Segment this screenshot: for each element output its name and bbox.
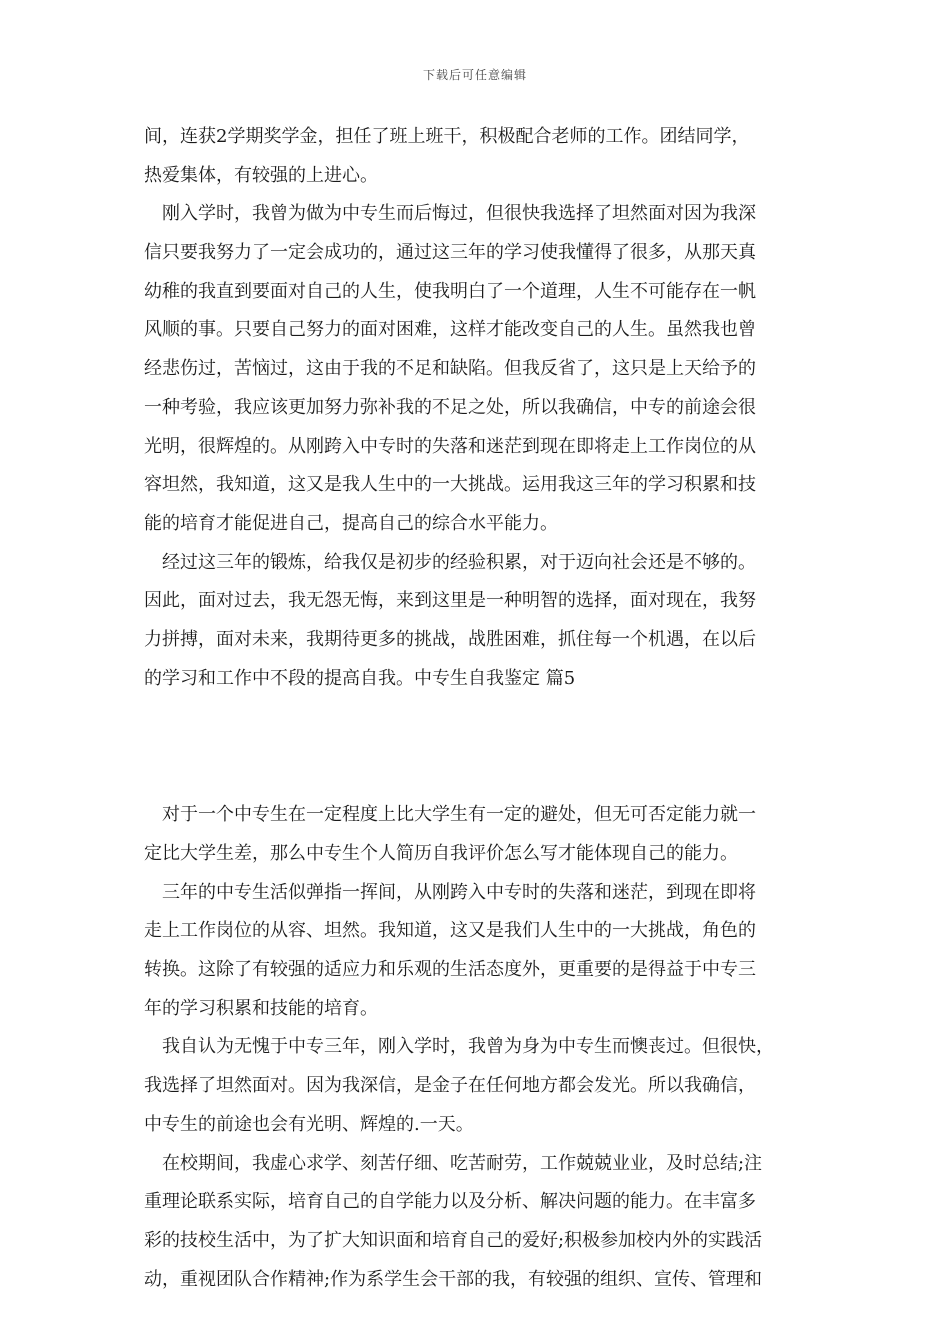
text-line: 动，重视团队合作精神;作为系学生会干部的我，有较强的组织、宣传、管理和	[144, 1268, 763, 1290]
text-line: 重理论联系实际，培育自己的自学能力以及分析、解决问题的能力。在丰富多	[144, 1191, 756, 1213]
text-line: 热爱集体，有较强的上进心。	[144, 164, 378, 186]
text-line: 转换。这除了有较强的适应力和乐观的生活态度外，更重要的是得益于中专三	[144, 959, 756, 981]
text-line: 走上工作岗位的从容、坦然。我知道，这又是我们人生中的一大挑战，角色的	[144, 920, 756, 942]
text-line: 对于一个中专生在一定程度上比大学生有一定的避处，但无可否定能力就一	[144, 804, 756, 826]
paragraph-6	[144, 1028, 809, 1144]
paragraph-5	[144, 874, 809, 1029]
paragraph-3	[144, 544, 809, 699]
text-line: 能的培育才能促进自己，提高自己的综合水平能力。	[144, 512, 558, 534]
paragraph-7	[144, 1145, 809, 1300]
text-line: 刚入学时，我曾为做为中专生而后悔过，但很快我选择了坦然面对因为我深	[144, 203, 756, 225]
text-line: 间，连获2学期奖学金，担任了班上班干，积极配合老师的工作。团结同学，	[144, 126, 750, 147]
text-line: 在校期间，我虚心求学、刻苦仔细、吃苦耐劳，工作兢兢业业，及时总结;注	[144, 1152, 763, 1174]
document-body	[144, 118, 809, 1299]
text-line: 中专生的前途也会有光明、辉煌的.一天。	[144, 1113, 474, 1135]
text-line: 光明，很辉煌的。从刚跨入中专时的失落和迷茫到现在即将走上工作岗位的从	[144, 435, 756, 457]
paragraph-4	[144, 796, 809, 873]
page-header: 下载后可任意编辑	[422, 68, 527, 82]
text-line: 经过这三年的锻炼，给我仅是初步的经验积累，对于迈向社会还是不够的。	[144, 551, 756, 573]
text-line: 我自认为无愧于中专三年，刚入学时，我曾为身为中专生而懊丧过。但很快，	[144, 1036, 774, 1058]
text-line: 信只要我努力了一定会成功的，通过这三年的学习使我懂得了很多，从那天真	[144, 242, 756, 264]
text-line: 力拼搏，面对未来，我期待更多的挑战，战胜困难，抓住每一个机遇，在以后	[144, 628, 756, 650]
section-gap	[144, 698, 809, 796]
text-line: 容坦然，我知道，这又是我人生中的一大挑战。运用我这三年的学习积累和技	[144, 474, 756, 496]
text-line: 一种考验，我应该更加努力弥补我的不足之处，所以我确信，中专的前途会很	[144, 396, 756, 418]
paragraph-1	[144, 118, 809, 195]
text-line: 三年的中专生活似弹指一挥间，从刚跨入中专时的失落和迷茫，到现在即将	[144, 881, 756, 903]
text-line: 定比大学生差，那么中专生个人简历自我评价怎么写才能体现自己的能力。	[144, 843, 738, 864]
text-line: 彩的技校生活中，为了扩大知识面和培育自己的爱好;积极参加校内外的实践活	[144, 1229, 763, 1251]
text-line: 年的学习积累和技能的培育。	[144, 997, 378, 1019]
text-line: 因此，面对过去，我无怨无悔，来到这里是一种明智的选择，面对现在，我努	[144, 590, 756, 612]
paragraph-2	[144, 195, 809, 543]
text-line: 我选择了坦然面对。因为我深信，是金子在任何地方都会发光。所以我确信，	[144, 1075, 756, 1097]
text-line: 幼稚的我直到要面对自己的人生，使我明白了一个道理，人生不可能存在一帆	[144, 280, 756, 302]
text-line: 的学习和工作中不段的提高自我。中专生自我鉴定 篇5	[144, 667, 576, 689]
text-line: 风顺的事。只要自己努力的面对困难，这样才能改变自己的人生。虽然我也曾	[144, 319, 756, 341]
text-line: 经悲伤过，苦恼过，这由于我的不足和缺陷。但我反省了，这只是上天给予的	[144, 358, 756, 380]
